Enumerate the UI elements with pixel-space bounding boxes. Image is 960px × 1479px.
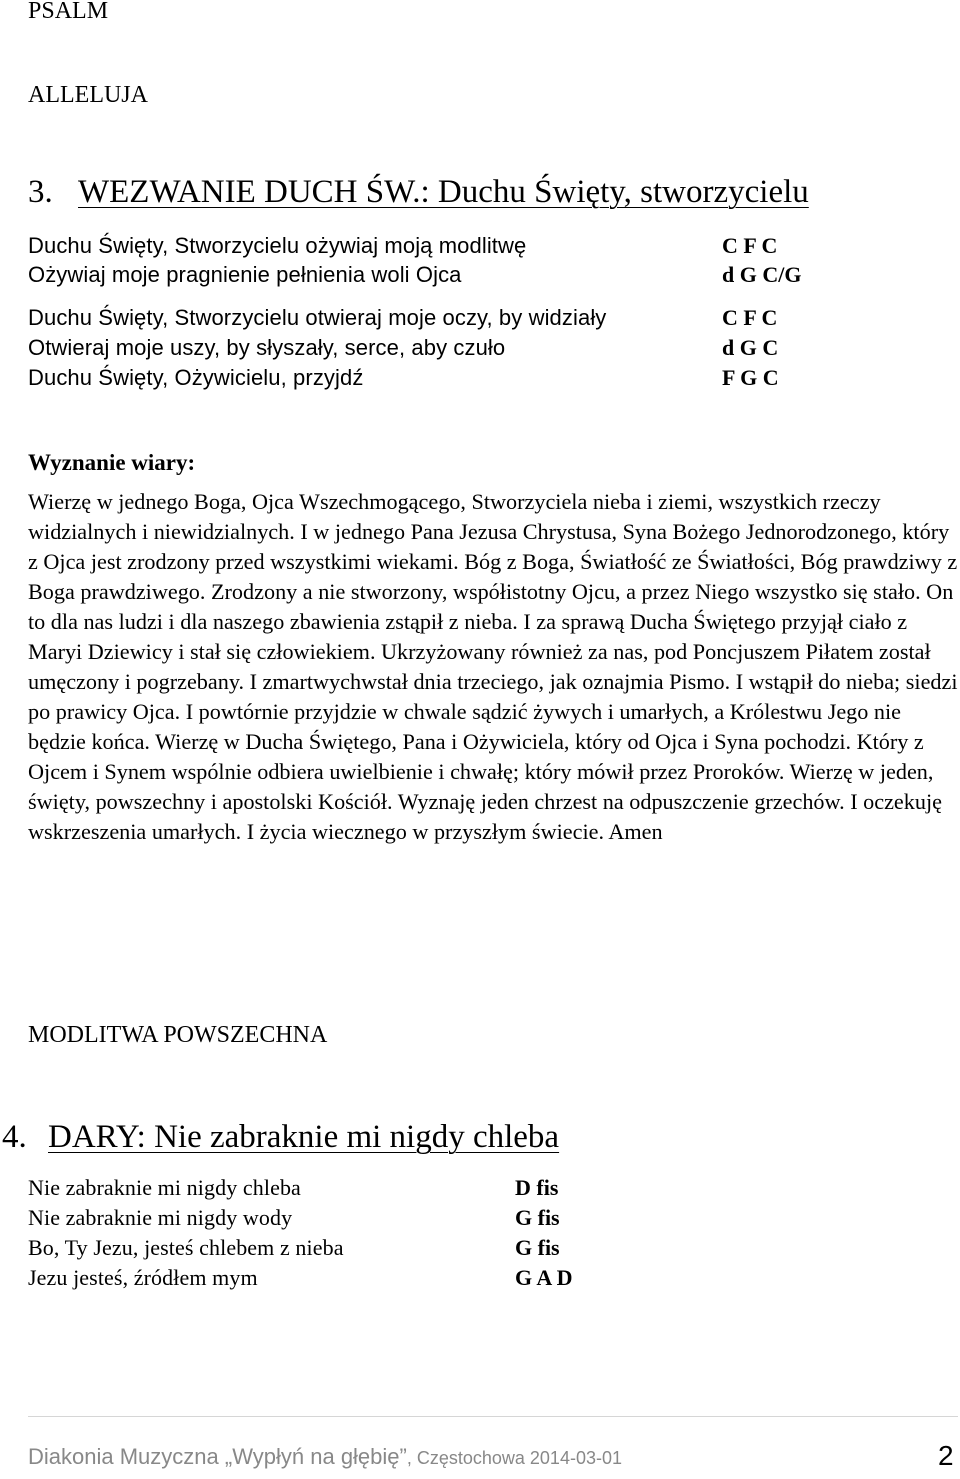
psalm-label: PSALM <box>28 0 109 24</box>
chord-line: d G C <box>722 335 779 360</box>
footer-place-date: , Częstochowa 2014-03-01 <box>406 1448 622 1468</box>
alleluia-label: ALLELUJA <box>28 82 148 108</box>
chord-line: C F C <box>722 305 778 330</box>
song-line: Nie zabraknie mi nigdy wody <box>28 1205 293 1230</box>
section3-title: WEZWANIE DUCH ŚW.: Duchu Święty, stworzycielu <box>78 174 809 210</box>
section4-number: 4. <box>2 1119 27 1155</box>
song-line: Bo, Ty Jezu, jesteś chlebem z nieba <box>28 1235 344 1260</box>
song-line: Jezu jesteś, źródłem mym <box>28 1265 258 1290</box>
song-line: Nie zabraknie mi nigdy chleba <box>28 1175 301 1200</box>
section3-number: 3. <box>28 174 53 210</box>
prayer-label: MODLITWA POWSZECHNA <box>28 1022 328 1048</box>
creed-title: Wyznanie wiary: <box>28 450 196 475</box>
chord-line: C F C <box>722 233 778 258</box>
song-line: Duchu Święty, Ożywicielu, przyjdź <box>28 365 364 390</box>
chord-line: F G C <box>722 365 779 390</box>
song-line: Ożywiaj moje pragnienie pełnienia woli Ojca <box>28 262 462 287</box>
song-line: Duchu Święty, Stworzycielu ożywiaj moją modlitwę <box>28 233 527 258</box>
chord-line: G A D <box>515 1265 573 1290</box>
footer-divider <box>28 1416 958 1417</box>
section4-title: DARY: Nie zabraknie mi nigdy chleba <box>48 1119 560 1155</box>
chord-line: G fis <box>515 1235 560 1260</box>
song-line: Otwieraj moje uszy, by słyszały, serce, aby czuło <box>28 335 506 360</box>
page-number: 2 <box>938 1440 954 1471</box>
footer <box>28 1444 622 1470</box>
song-line: Duchu Święty, Stworzycielu otwieraj moje oczy, by widziały <box>28 305 607 330</box>
creed-text: Wierzę w jednego Boga, Ojca Wszechmogącego, Stworzyciela nieba i ziemi, wszystkich rzeczy widzialnych i niewidzialnych. I w jednego Pana Jezusa Chrystusa, Syna Bożego Jednorodzonego, który z Ojca jest zrodzony przed wszystkimi wiekami. Bóg z Boga, Światłość ze Światłości, Bóg prawdziwy z Boga prawdziwego. Zrodzony a nie stworzony, współistotny Ojcu, a przez Niego wszystko się stało. On to dla nas ludzi i dla naszego zbawienia zstąpił z nieba. I za sprawą Ducha Świętego przyjął ciało z Maryi Dziewicy i stał się człowiekiem. Ukrzyżowany również za nas, pod Poncjuszem Piłatem został umęczony i pogrzebany. I zmartwychwstał dnia trzeciego, jak oznajmia Pismo. I wstąpił do nieba; siedzi po prawicy Ojca. I powtórnie przyjdzie w chwale sądzić żywych i umarłych, a Królestwu Jego nie będzie końca. Wierzę w Ducha Świętego, Pana i Ożywiciela, który od Ojca i Syna pochodzi. Który z Ojcem i Synem wspólnie odbiera uwielbienie i chwałę; który mówił przez Proroków. Wierzę w jeden, święty, powszechny i apostolski Kościół. Wyznaję jeden chrzest na odpuszczenie grzechów. I oczekuję wskrzeszenia umarłych. I życia wiecznego w przyszłym świecie. Amen <box>28 489 958 844</box>
chord-line: D fis <box>515 1175 559 1200</box>
chord-line: G fis <box>515 1205 560 1230</box>
section3-heading <box>28 174 809 211</box>
footer-org: Diakonia Muzyczna „Wypłyń na głębię” <box>28 1444 407 1469</box>
section4-heading <box>2 1119 559 1156</box>
chord-line: d G C/G <box>722 262 802 287</box>
